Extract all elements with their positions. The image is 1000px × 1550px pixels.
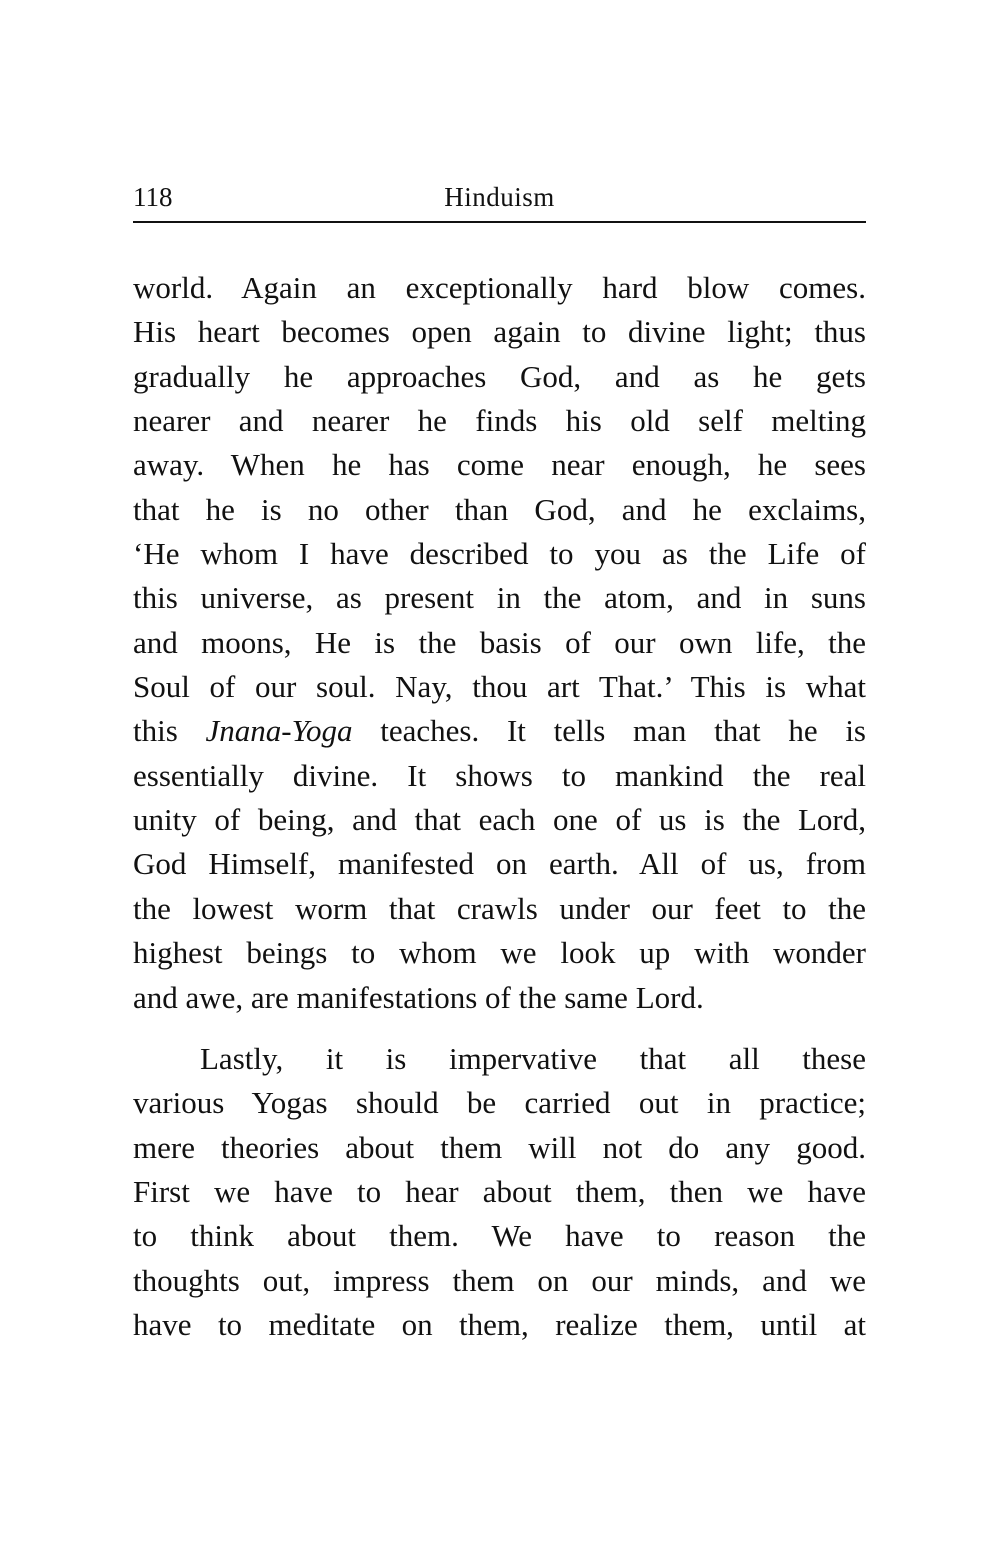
paragraph xyxy=(133,266,866,1020)
text-line: away. When he has come near enough, he sees xyxy=(133,447,866,483)
text-line: gradually he approaches God, and as he gets xyxy=(133,358,866,394)
text-line: God Himself, manifested on earth. All of us, from xyxy=(133,846,866,882)
text-line: have to meditate on them, realize them, until at xyxy=(133,1306,866,1342)
text-line: essentially divine. It shows to mankind the real xyxy=(133,757,866,793)
text-line: Soul of our soul. Nay, thou art That.’ This is what xyxy=(133,669,866,705)
running-title: Hinduism xyxy=(444,182,555,212)
text-line: His heart becomes open again to divine light; thus xyxy=(133,314,866,350)
text-line: highest beings to whom we look up with wonder xyxy=(133,935,866,971)
text-line: and moons, He is the basis of our own life, the xyxy=(133,624,866,660)
header-rule xyxy=(133,221,866,223)
running-header xyxy=(133,182,866,218)
text-line: this universe, as present in the atom, and in suns xyxy=(133,580,866,616)
body-text xyxy=(133,266,866,1364)
text-line: mere theories about them will not do any good. xyxy=(133,1129,866,1165)
text-line: Lastly, it is impervative that all these xyxy=(200,1040,866,1076)
italic-term: Jnana-Yoga xyxy=(205,713,353,749)
text-line: nearer and nearer he finds his old self melting xyxy=(133,403,866,439)
text-line: thoughts out, impress them on our minds, and we xyxy=(133,1262,866,1298)
text-line: to think about them. We have to reason the xyxy=(133,1218,866,1254)
text-line: various Yogas should be carried out in practice; xyxy=(133,1085,866,1121)
text-line: ‘He whom I have described to you as the Life of xyxy=(133,536,866,572)
page-number: 118 xyxy=(133,182,173,212)
paragraph xyxy=(133,1037,866,1347)
text-line: world. Again an exceptionally hard blow comes. xyxy=(133,270,866,305)
text-segment: this xyxy=(133,713,206,749)
text-line: First we have to hear about them, then we have xyxy=(133,1173,866,1209)
text-line: the lowest worm that crawls under our feet to the xyxy=(133,890,866,926)
text-line xyxy=(133,709,866,753)
text-line: that he is no other than God, and he exclaims, xyxy=(133,491,866,527)
text-segment: teaches. It tells man that he is xyxy=(352,713,866,749)
text-line: and awe, are manifestations of the same Lord. xyxy=(133,979,704,1015)
text-line: unity of being, and that each one of us is the Lord, xyxy=(133,802,866,838)
